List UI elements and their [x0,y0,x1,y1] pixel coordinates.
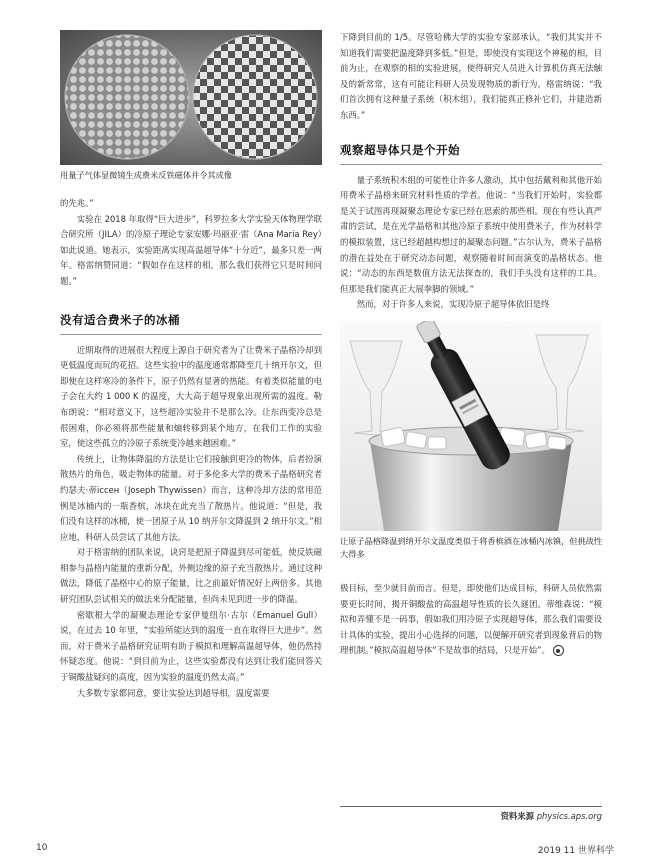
section-heading: 观察超导体只是个开始 [340,142,602,165]
paragraph: 对于格雷纳的团队来说，诀窍是把原子降温到尽可能低，使反铁磁相参与晶格内能量的重新分配，外侧边缘的原子充当散热片。通过这种做法，降低了晶格中心的原子能量，比之前最好情况好上两倍多。其他研究团队尝试相关的做法来分配能量，但尚未见到进一步的降温。 [60,547,322,605]
left-column [60,30,322,701]
paragraph: 然而，对于许多人来说，实现冷原子超导体依旧是终 [356,299,550,310]
source-label: 资料来源 [500,811,535,821]
paragraph: 近期取得的进展很大程度上源自于研究者为了让费米子晶格冷却到更低温度而玩的花招。这些实验中的温度通常都降至几十纳开尔文，但即使在这样寒冷的条件下，原子仍然有显著的热能。有着类似能量的电子会在大约 1 000 K 的温度，大大高于超导现象出现所需的温度。勒布朗说：“相对意义下，这些超冷实验并不是那么冷。让东西变冷总是很困难，你必须将那些能量和熵转移到某个地方，在我们工作的实验室，使这些孤立的冷原子系统变冷越来越困难。” [60,344,322,449]
section-heading: 没有适合费米子的冰桶 [60,312,322,335]
quantum-gas-microscope-figure [60,30,322,165]
source-site: physics.aps.org [536,811,602,821]
page-number: 10 [36,843,48,853]
paragraph [340,581,602,659]
figure-caption: 让原子晶格降温到纳开尔文温度类似于将香槟酒在冰桶内冰镇，但挑战性大得多 [340,535,603,559]
paragraph: 密歇根大学的凝聚态理论专家伊曼纽尔·古尔（Emanuel Gull）说，在过去 10 年里，“实验所能达到的温度一直在取得巨大进步”。然而，对于费米子晶格研究证明有助于模拟和理解高温超导体，他仍然持怀疑态度。他说：“到目前为止，这些实验都没有达到让我们能回答关于铜酸盐疑问的高度，因为实验的温度仍然太高。” [60,609,322,683]
figure-caption: 用量子气体显微镜生成费米反铁磁体并令其成像 [60,170,232,180]
right-column [340,30,602,659]
end-mark-icon [553,645,564,656]
champagne-ice-bucket-image [340,321,602,531]
paragraph: 实验在 2018 年取得“巨大进步”，科罗拉多大学实验天体物理学联合研究所（JILA）的冷原子理论专家安娜·玛丽亚·雷（Ana Maria Rey）如此说道。她表示，实验距离实现高温超导体“十分近”，最多只差一两年。格雷纳赞同道：“假如存在这样的相，那么我们获得它只是时间问题。” [60,213,322,286]
source-line [340,810,602,822]
paragraph-text: 极目标，至少就目前而言。但是，即使他们达成目标，科研人员依然需要更长时间，揭开铜酸盐的高温超导性质的长久谜团。蒂维森说：“模拟和弄懂不是一码事，假如我们用冷原子实现超导体，那么我们需要设计具体的实验，提出小心选择的问题，以便解开研究者到现象背后的物理机制。”模拟高温超导体“不是故事的结局，只是开始”。 [340,582,602,656]
antiferromagnet-image [60,30,322,165]
magazine-issue: 2019 11 世界科学 [537,846,614,856]
source-rule [340,806,602,807]
paragraph: 量子系统积木组的可能性让许多人激动，其中包括戴利和其他开始用费米子晶格来研究材料性质的学者。他说：“当我们开始时，实验都是关于试图再现凝聚态理论专家已经在思索的那些相。现在有些认真严肃的尝试，是在光学晶格和其他冷原子系统中使用费米子，作为材料学的模拟装置，这已经超越构想过的凝聚态问题。”古尔认为，费米子晶格的潜在益处在于研究动态问题，观察随着时间而演变的晶格状态。他说：“动态的东西是数值方法无法探查的，我们手头没有这样的工具。但那是我们能真正大展拳脚的领域。” [340,174,602,294]
paragraph: 大多数专家都同意，要让实验达到超导相，温度需要 [76,687,270,698]
paragraph: 的先兆。” [60,198,94,208]
paragraph: 下降到目前的 1/5。尽管哈佛大学的实验专家部承认，“我们其实并不知道我们需要把温度降到多低。”但是，即使没有实现这个神秘的相，目前为止，在观察的相的实验进展，使得研究人员进入计算机仿真无法触及的新常常，这有可能让科研人员发现物质的新行为。格雷纳说：“我们首次拥有这种量子系统（积木组），我们能真正修补它们，并建造新东西。” [340,32,602,120]
champagne-figure [340,321,602,531]
paragraph: 传统上，让物体降温的方法是让它们接触到更冷的物体，后者扮演散热片的角色，吸走物体的能量。对于多伦多大学的费米子晶格研究者约瑟夫·蒂іссен（Joseph Thywissen）而言，这种冷却方法的常用范例是冰桶内的一瓶香槟，冰块在此充当了散热片。他说道：“但是，我们没有这样的冰桶，使一团原子从 10 纳开尔文降温到 2 纳开尔文。”相应地，科研人员尝试了其他方法。 [60,453,322,542]
